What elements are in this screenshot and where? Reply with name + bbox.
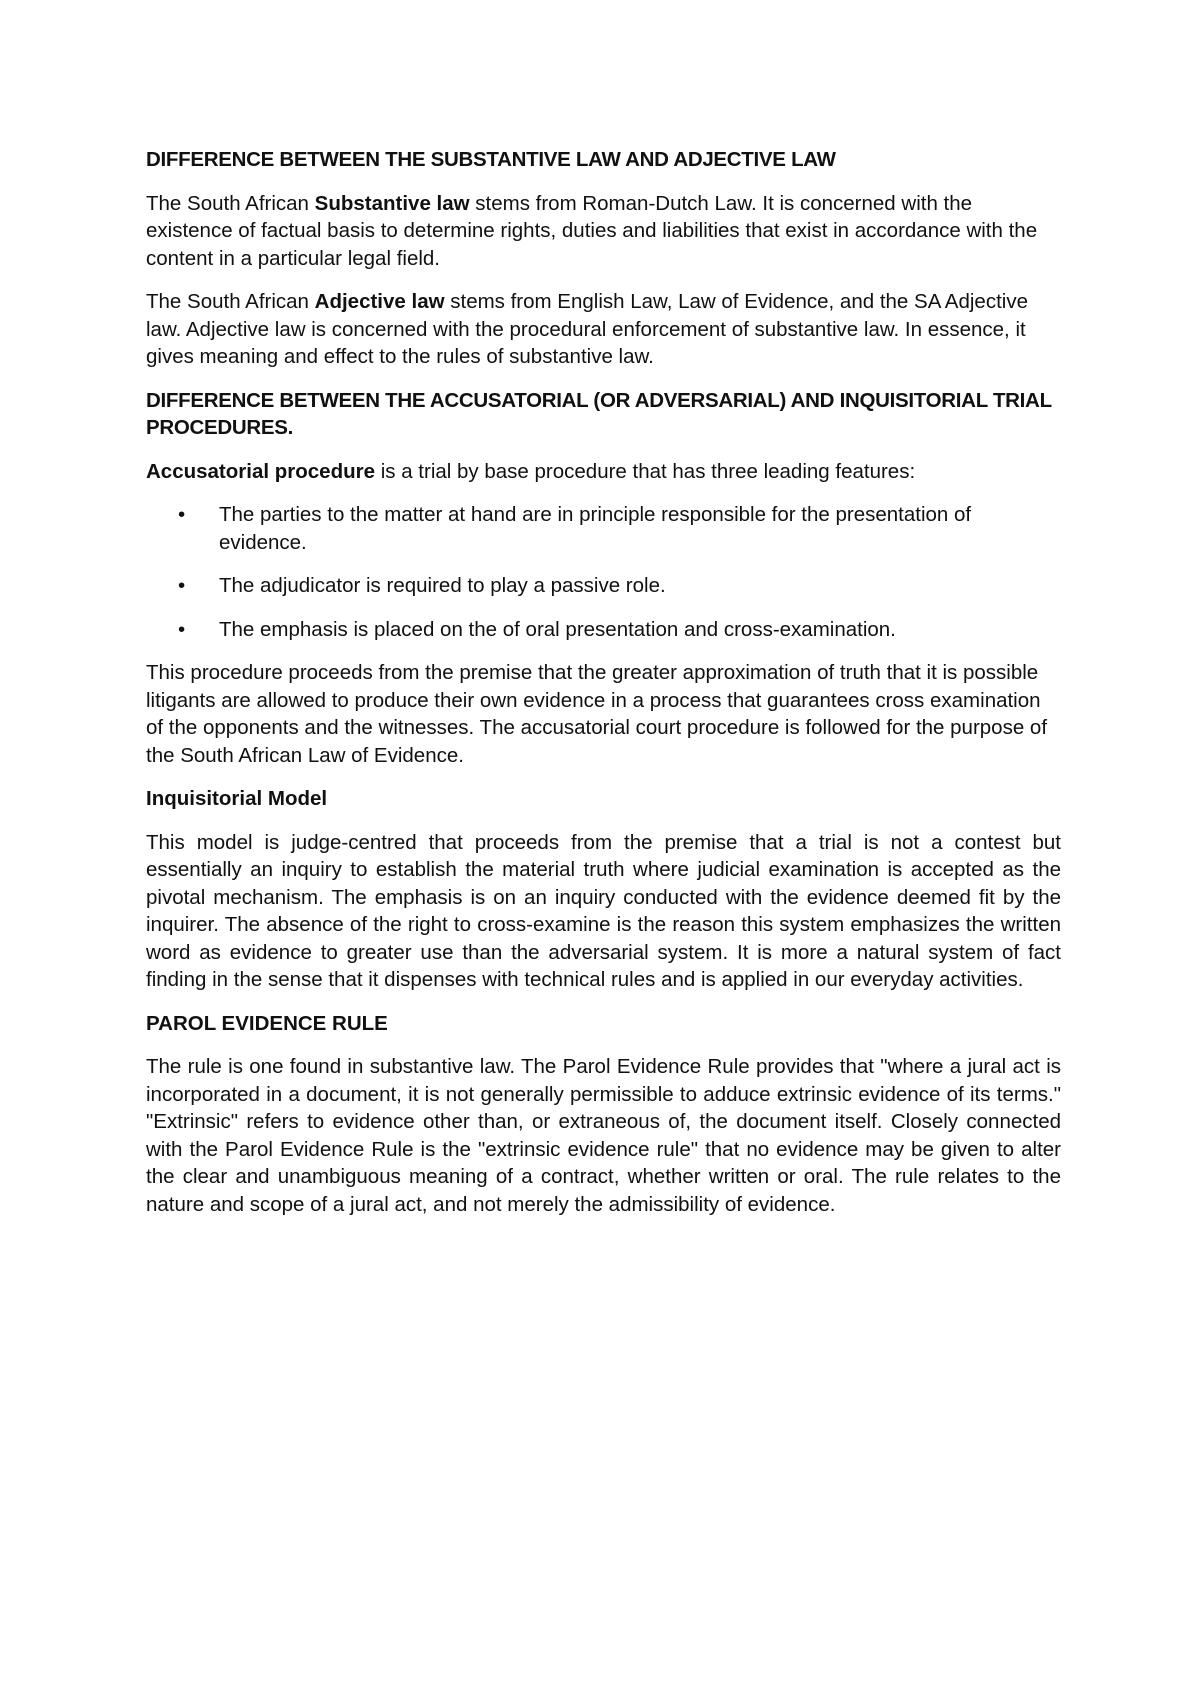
text-run: is a trial by base procedure that has three leading features:: [375, 459, 916, 483]
text-run: stems from Roman-Dutch Law. It is concerned with the existence of factual basis to determine rights, duties and liabilities that exist in accordance with the content in a particular legal field.: [146, 191, 1038, 270]
list-item-text: The emphasis is placed on the of oral presentation and cross-examination.: [219, 617, 896, 641]
paragraph-accusatorial-premise: This procedure proceeds from the premise that the greater approximation of truth that it is possible litigants are allowed to produce their own evidence in a process that guarantees cross examination of the opponents and the witnesses. The accusatorial court procedure is followed for the purpose of the South African Law of Evidence.: [146, 661, 1048, 767]
text-run: The South African: [146, 290, 315, 313]
term-accusatorial-procedure: Accusatorial procedure: [146, 459, 375, 483]
bullet-icon: •: [178, 503, 186, 526]
paragraph-accusatorial-intro: [146, 458, 1061, 486]
heading-substantive-vs-adjective: DIFFERENCE BETWEEN THE SUBSTANTIVE LAW AND ADJECTIVE LAW: [146, 148, 836, 171]
bullet-icon: •: [178, 617, 186, 641]
paragraph-substantive-law: [146, 190, 1061, 273]
heading-parol-evidence-rule: PAROL EVIDENCE RULE: [146, 1011, 388, 1035]
heading-inquisitorial-model: Inquisitorial Model: [146, 787, 328, 810]
heading-accusatorial-vs-inquisitorial: DIFFERENCE BETWEEN THE ACCUSATORIAL (OR ADVERSARIAL) AND INQUISITORIAL TRIAL PROCEDURES.: [146, 388, 1052, 439]
paragraph-parol-evidence-rule: The rule is one found in substantive law. The Parol Evidence Rule provides that "where a jural act is incorporated in a document, it is not generally permissible to adduce extrinsic evidence of its terms." "Extrinsic" refers to evidence other than, or extraneous of, the document itself. Closely connected with the Parol Evidence Rule is the "extrinsic evidence rule" that no evidence may be given to alter the clear and unambiguous meaning of a contract, whether written or oral. The rule relates to the nature and scope of a jural act, and not merely the admissibility of evidence.: [146, 1055, 1061, 1216]
paragraph-adjective-law: [146, 288, 1061, 371]
text-run: stems from English Law, Law of Evidence, and the SA Adjective law. Adjective law is concerned with the procedural enforcement of substantive law. In essence, it gives meaning and effect to the rules of substantive law.: [146, 290, 1028, 368]
bullet-icon: •: [178, 574, 186, 597]
features-list: [146, 501, 1061, 643]
text-run: The South African: [146, 191, 315, 215]
term-adjective-law: Adjective law: [314, 290, 445, 313]
list-item-text: The adjudicator is required to play a passive role.: [219, 574, 666, 597]
term-substantive-law: Substantive law: [314, 191, 470, 215]
list-item: [146, 501, 1061, 556]
list-item-text: The parties to the matter at hand are in principle responsible for the presentation of evidence.: [219, 503, 972, 554]
list-item: [146, 616, 1061, 644]
list-item: [146, 572, 1061, 600]
document-page: [146, 146, 1061, 1234]
paragraph-inquisitorial-model: This model is judge-centred that proceeds from the premise that a trial is not a contest but essentially an inquiry to establish the material truth where judicial examination is accepted as the pivotal mechanism. The emphasis is on an inquiry conducted with the evidence deemed fit by the inquirer. The absence of the right to cross-examine is the reason this system emphasizes the written word as evidence to greater use than the adversarial system. It is more a natural system of fact finding in the sense that it dispenses with technical rules and is applied in our everyday activities.: [146, 830, 1061, 991]
